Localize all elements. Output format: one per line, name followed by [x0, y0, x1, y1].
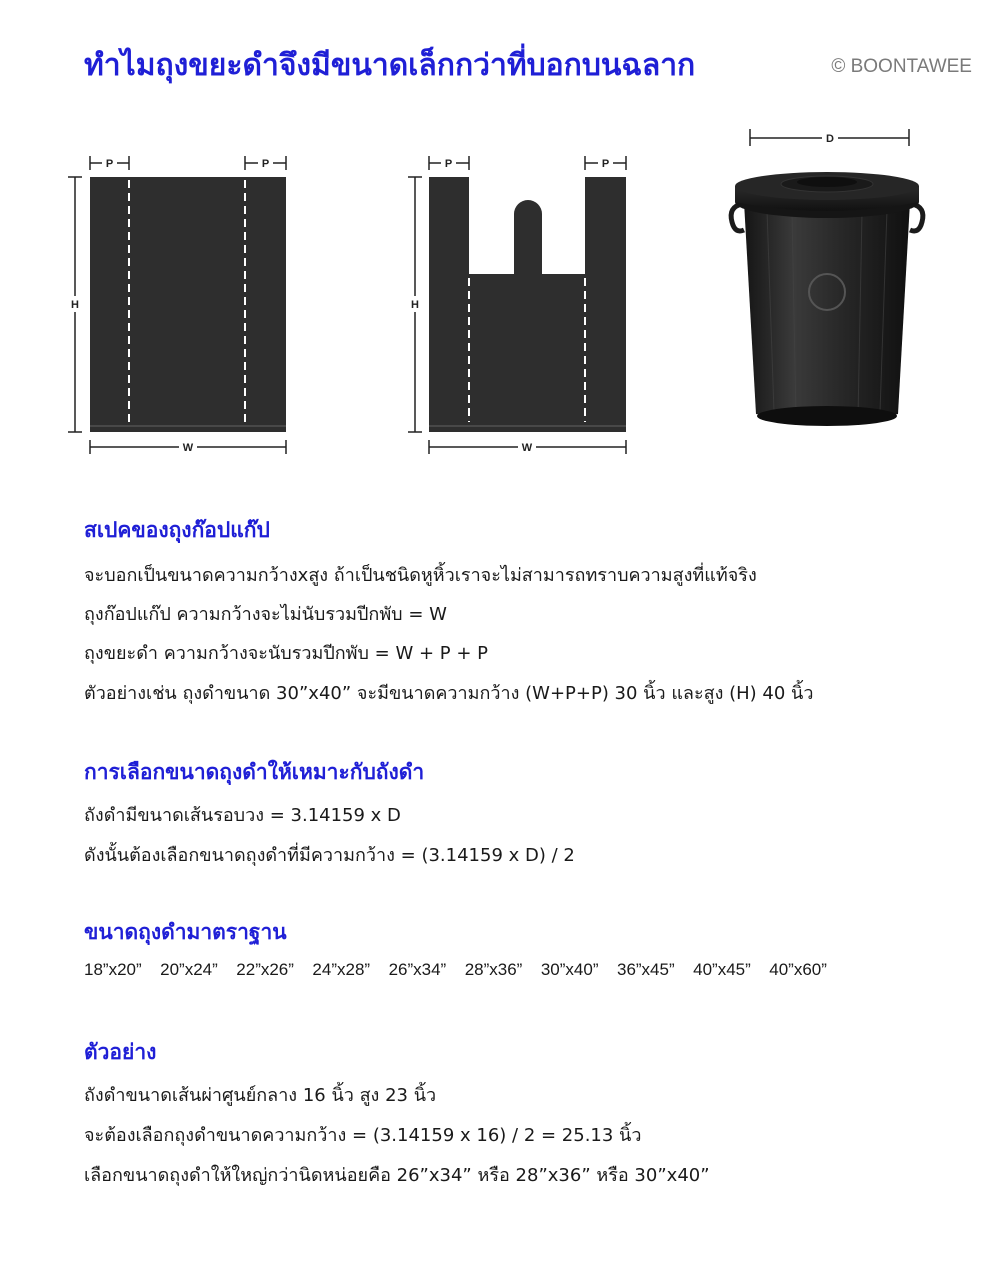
- black-bin-illustration: [722, 122, 932, 442]
- spec-line: ถุงขยะดำ ความกว้างจะนับรวมปีกพับ = W + P + P: [84, 643, 489, 664]
- spec-line: ตัวอย่างเช่น ถุงดำขนาด 30”x40” จะมีขนาดความกว้าง (W+P+P) 30 นิ้ว และสูง (H) 40 นิ้ว: [84, 683, 814, 704]
- p-left-label: P: [105, 158, 114, 170]
- spec-line: ถุงก๊อปแก๊ป ความกว้างจะไม่นับรวมปีกพับ = W: [84, 604, 447, 625]
- flat-bag-diagram: [60, 150, 300, 460]
- size-item: 20”x24”: [160, 960, 218, 979]
- example-line: ถังดำขนาดเส้นผ่าศูนย์กลาง 16 นิ้ว สูง 23 นิ้ว: [84, 1085, 437, 1106]
- d-label: D: [826, 133, 834, 145]
- choose-line: ถังดำมีขนาดเส้นรอบวง = 3.14159 x D: [84, 805, 401, 826]
- flat-bag-body: [90, 177, 286, 432]
- h-label: H: [411, 299, 419, 311]
- section-heading-standard: ขนาดถุงดำมาตราฐาน: [84, 920, 287, 944]
- spec-line: จะบอกเป็นขนาดความกว้างxสูง ถ้าเป็นชนิดหูหิ้วเราจะไม่สามารถทราบความสูงที่แท้จริง: [84, 565, 757, 586]
- size-item: 24”x28”: [312, 960, 371, 979]
- choose-line: ดังนั้นต้องเลือกขนาดถุงดำที่มีความกว้าง = (3.14159 x D) / 2: [84, 845, 575, 866]
- size-item: 30”x40”: [540, 960, 599, 979]
- copyright-notice: © BOONTAWEE: [831, 56, 972, 77]
- p-left-label: P: [444, 158, 453, 170]
- example-line: เลือกขนาดถุงดำให้ใหญ่กว่านิดหน่อยคือ 26”x34” หรือ 28”x36” หรือ 30”x40”: [84, 1165, 710, 1186]
- p-right-label: P: [261, 158, 270, 170]
- p-right-label: P: [601, 158, 610, 170]
- w-label: W: [521, 442, 533, 454]
- size-item: 18”x20”: [84, 960, 142, 979]
- section-heading-choose: การเลือกขนาดถุงดำให้เหมาะกับถังดำ: [84, 760, 425, 784]
- w-label: W: [182, 442, 194, 454]
- example-line: จะต้องเลือกถุงดำขนาดความกว้าง = (3.14159 x 16) / 2 = 25.13 นิ้ว: [84, 1125, 642, 1146]
- tshirt-bag-diagram: [400, 150, 640, 460]
- section-heading-spec: สเปคของถุงก๊อปแก๊ป: [84, 518, 270, 542]
- size-item: 28”x36”: [464, 960, 523, 979]
- size-item: 40”x60”: [769, 960, 827, 979]
- tshirt-bag-body: [429, 177, 626, 432]
- size-item: 36”x45”: [616, 960, 675, 979]
- page-title: ทำไมถุงขยะดำจึงมีขนาดเล็กกว่าที่บอกบนฉลาก: [84, 48, 696, 83]
- size-item: 22”x26”: [236, 960, 294, 979]
- section-heading-example: ตัวอย่าง: [84, 1040, 157, 1064]
- h-label: H: [71, 299, 79, 311]
- size-item: 26”x34”: [388, 960, 447, 979]
- size-item: 40”x45”: [693, 960, 751, 979]
- standard-sizes-list: [84, 960, 964, 980]
